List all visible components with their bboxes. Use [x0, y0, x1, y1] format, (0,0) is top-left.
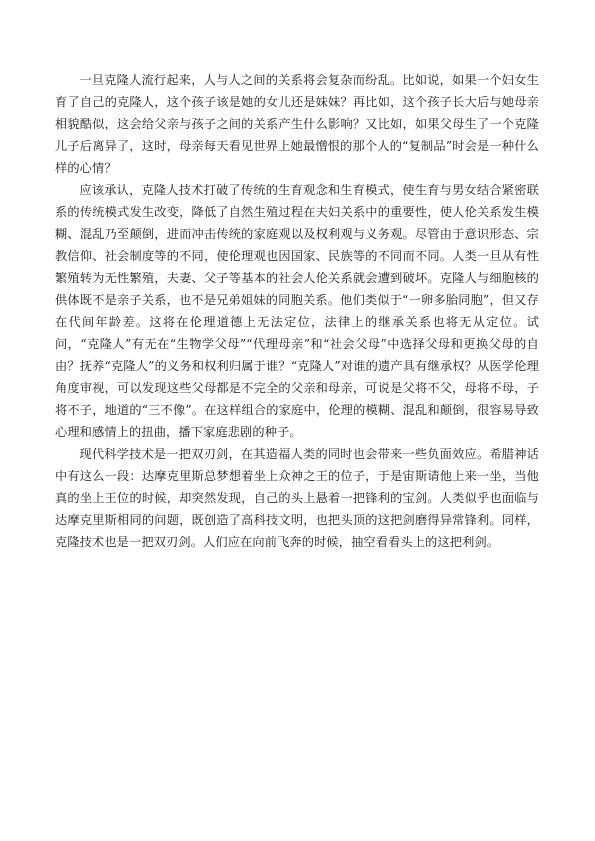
paragraph-ethical-impact: 应该承认，克隆人技术打破了传统的生育观念和生育模式，使生育与男女结合紧密联系的传统模式发生改变，降低了自然生殖过程在夫妇关系中的重要性，使人伦关系发生模糊、混乱乃至颠倒，进而冲击传统的家庭观以及权利观与义务观。尽管由于意识形态、宗教信仰、社会制度等的不同，使伦理观也因国家、民族等的不同而不同。人类一旦从有性繁殖转为无性繁殖，夫妻、父子等基本的社会人伦关系就会遭到破坏。克隆人与细胞核的供体既不是亲子关系，也不是兄弟姐妹的同胞关系。他们类似于“一卵多胎同胞”，但又存在代间年龄差。这将在伦理道德上无法定位，法律上的继承关系也将无从定位。试问，“克隆人”有无在“生物学父母”“代理母亲”和“社会父母”中选择父母和更换父母的自由？抚养“克隆人”的义务和权利归属于谁？“克隆人”对谁的遗产具有继承权？从医学伦理角度审视，可以发现这些父母都是不完全的父亲和母亲，可说是父将不父，母将不母，子将不子，地道的“三不像”。在这样组合的家庭中，伦理的模糊、混乱和颠倒，很容易导致心理和感情上的扭曲，播下家庭悲剧的种子。 [55, 183, 539, 439]
paragraph-clone-relationships: 一旦克隆人流行起来，人与人之间的关系将会复杂而纷乱。比如说，如果一个妇女生育了自己的克隆人，这个孩子该是她的女儿还是妹妹？再比如，这个孩子长大后与她母亲相貌酷似，这会给父亲与孩子之间的关系产生什么影响？又比如，如果父母生了一个克隆儿子后离异了，这时，母亲每天看见世界上她最憎恨的那个人的“复制品”时会是一种什么样的心情？ [55, 73, 539, 175]
paragraph-double-edged-sword: 现代科学技术是一把双刃剑，在其造福人类的同时也会带来一些负面效应。希腊神话中有这么一段：达摩克里斯总梦想着坐上众神之王的位子，于是宙斯请他上来一坐，当他真的坐上王位的时候，却突然发现，自己的头上悬着一把锋利的宝剑。人类似乎也面临与达摩克里斯相同的问题，既创造了高科技文明，也把头顶的这把剑磨得异常锋利。同样，克隆技术也是一把双刃剑。人们应在向前飞奔的时候，抽空看看头上的这把利剑。 [55, 447, 539, 549]
article-body [55, 69, 539, 553]
